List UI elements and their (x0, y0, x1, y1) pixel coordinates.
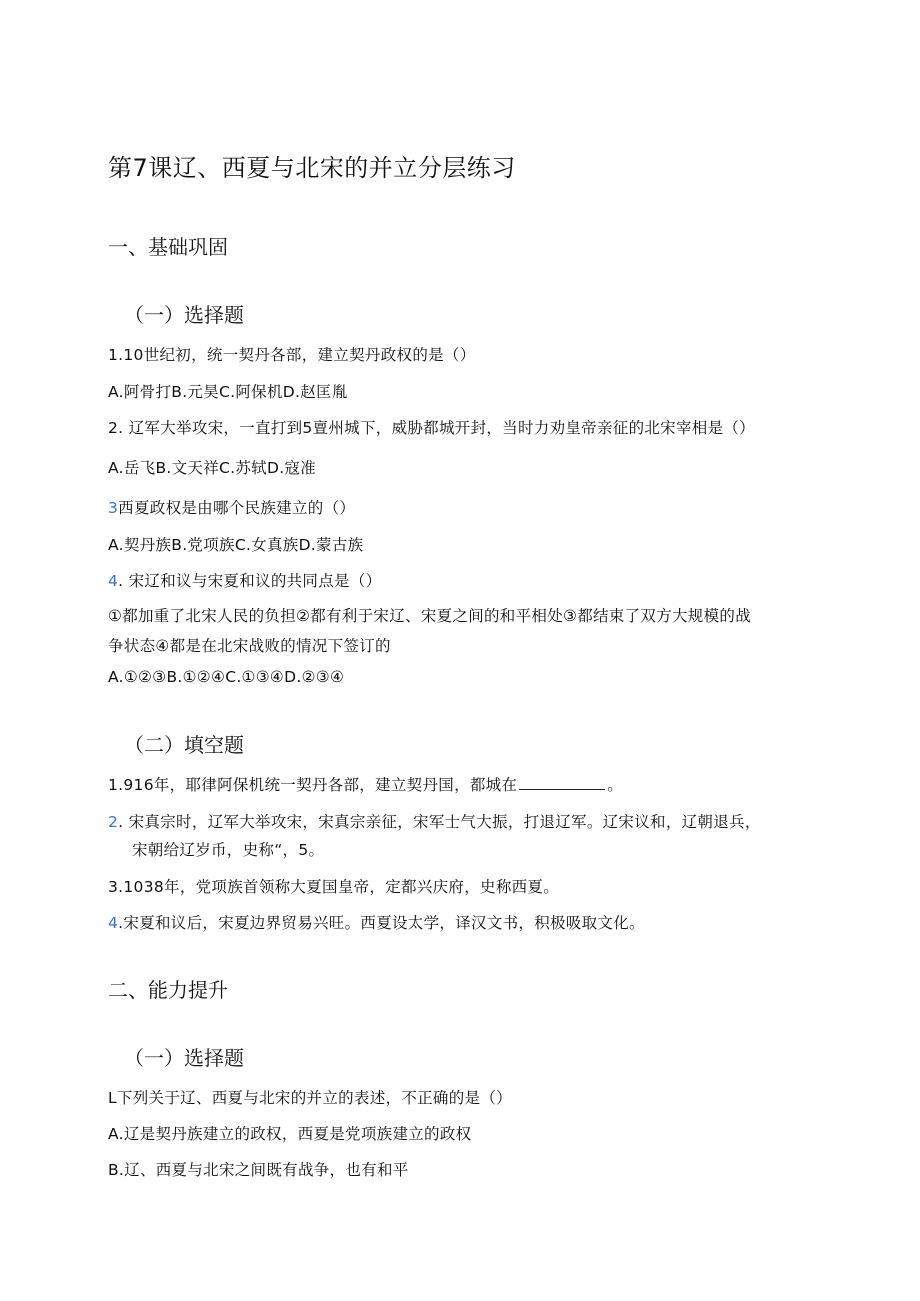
subsection-heading-fill: （二）填空题 (124, 733, 244, 757)
question-4-text: . 宋辽和议与宋夏和议的共同点是（） (118, 572, 382, 590)
advanced-question-1: L下列关于辽、西夏与北宋的并立的表述，不正确的是（） (108, 1089, 512, 1107)
question-3-options: A.契丹族B.党项族C.女真族D.蒙古族 (108, 536, 364, 554)
question-2: 2. 辽军大举攻宋，一直打到5亶州城下，威胁都城开封，当时力劝皇帝亲征的北宋宰相是（） (108, 419, 755, 437)
question-3-text: 西夏政权是由哪个民族建立的（） (118, 499, 356, 517)
fill-2-number: 2 (108, 813, 119, 831)
advanced-question-1-option-a: A.辽是契丹族建立的政权，西夏是党项族建立的政权 (108, 1125, 472, 1143)
subsection-heading-choice-advanced: （一）选择题 (124, 1046, 244, 1070)
question-3 (108, 496, 355, 518)
fill-2-line2: 宋朝给辽岁币，史称“，5。 (132, 841, 325, 859)
section-heading-advanced: 二、能力提升 (108, 978, 228, 1002)
question-1-options: A.阿骨打B.元昊C.阿保机D.赵匡胤 (108, 383, 348, 401)
section-heading-basic: 一、基础巩固 (108, 235, 228, 259)
question-4-number: 4 (108, 572, 119, 590)
question-4 (108, 569, 381, 591)
fill-3: 3.1038年，党项族首领称大夏国皇帝，定都兴庆府，史称西夏。 (108, 878, 560, 896)
fill-4 (108, 911, 645, 933)
fill-4-text: .宋夏和议后，宋夏边界贸易兴旺。西夏设太学，译汉文书，积极吸取文化。 (118, 914, 645, 932)
question-2-options: A.岳飞B.文天祥C.苏轼D.寇准 (108, 459, 317, 477)
fill-1-text: 1.916年，耶律阿保机统一契丹各部，建立契丹国，都城在 (108, 776, 518, 794)
advanced-question-1-option-b: B.辽、西夏与北宋之间既有战争，也有和平 (108, 1161, 409, 1179)
fill-1-end: 。 (607, 776, 624, 794)
question-4-statements-line1: ①都加重了北宋人民的负担②都有利于宋辽、宋夏之间的和平相处③都结束了双方大规模的战 (108, 607, 751, 625)
fill-1-blank (519, 777, 605, 790)
fill-2-text: . 宋真宗时，辽军大举攻宋，宋真宗亲征，宋军士气大振，打退辽军。辽宋议和，辽朝退兵， (118, 813, 761, 831)
question-4-options: A.①②③B.①②④C.①③④D.②③④ (108, 668, 345, 686)
fill-4-number: 4 (108, 914, 119, 932)
question-3-number: 3 (108, 499, 119, 517)
question-1: 1.10世纪初，统一契丹各部，建立契丹政权的是（） (108, 346, 476, 364)
fill-2-line1 (108, 810, 761, 832)
question-4-statements-line2: 争状态④都是在北宋战败的情况下签订的 (108, 637, 391, 655)
page-title: 第7课辽、西夏与北宋的并立分层练习 (108, 154, 516, 182)
subsection-heading-choice: （一）选择题 (124, 303, 244, 327)
fill-1 (108, 773, 623, 795)
